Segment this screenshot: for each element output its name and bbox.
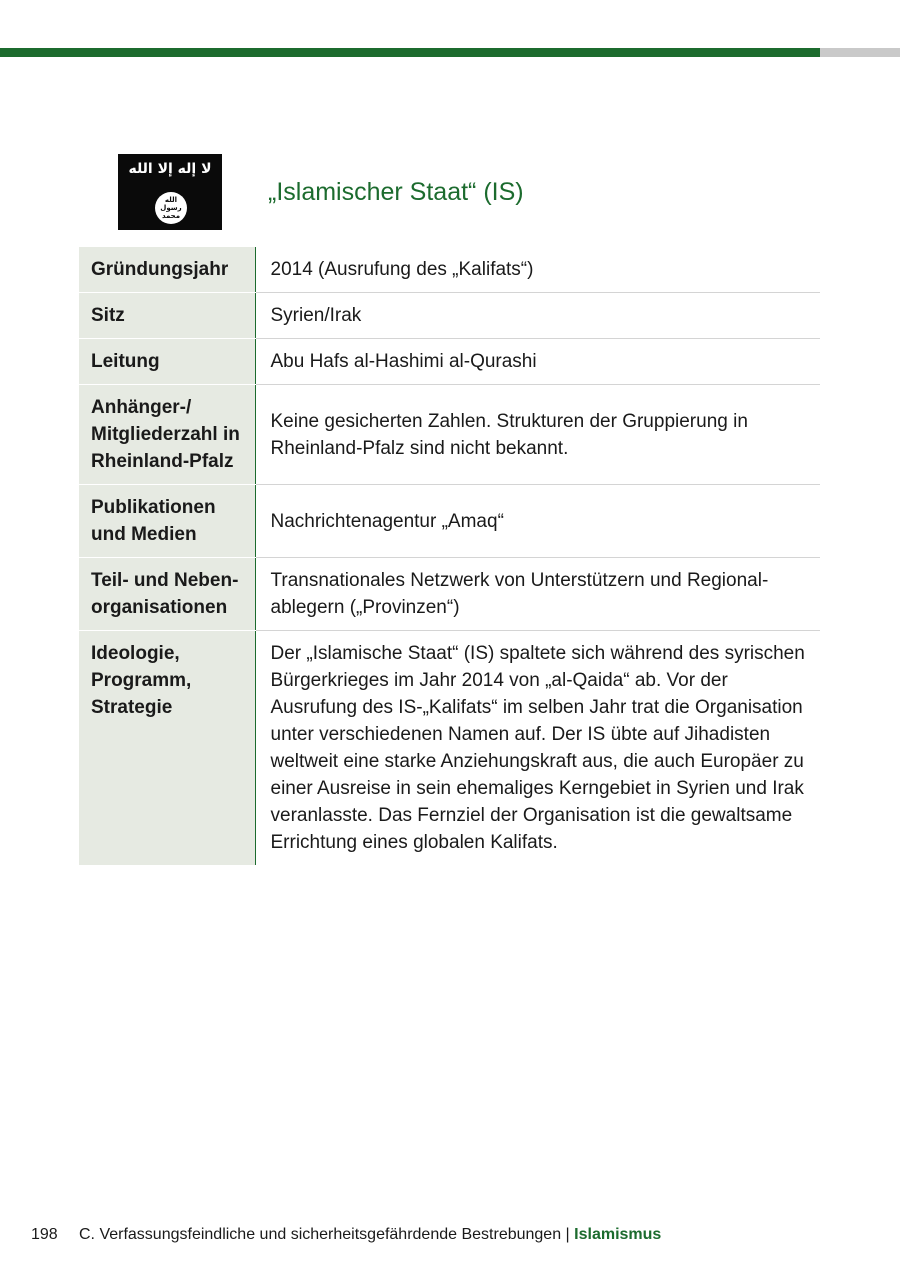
row-value: Transnationales Netzwerk von Unterstützern und Regionalablegern („Provinzen“): [255, 558, 820, 631]
table-row: [79, 631, 820, 866]
row-label: Teil- und Nebenorganisationen: [79, 558, 255, 631]
table-row: [79, 385, 820, 485]
row-value: Syrien/Irak: [255, 293, 820, 339]
row-value: Nachrichtenagentur „Amaq“: [255, 485, 820, 558]
table-row: [79, 558, 820, 631]
row-value: Keine gesicherten Zahlen. Strukturen der Gruppierung in Rheinland-Pfalz sind nicht bekannt.: [255, 385, 820, 485]
row-value: 2014 (Ausrufung des „Kalifats“): [255, 247, 820, 293]
table-row: [79, 293, 820, 339]
table-row: [79, 247, 820, 293]
table-row: [79, 485, 820, 558]
row-label: Anhänger-/ Mitgliederzahl in Rheinland-Pfalz: [79, 385, 255, 485]
page-footer: [31, 1224, 661, 1246]
row-label: Sitz: [79, 293, 255, 339]
row-value: Der „Islamische Staat“ (IS) spaltete sich während des syrischen Bürgerkrieges im Jahr 2014 von „al-Qaida“ ab. Vor der Ausrufung des IS-„Kalifats“ im selben Jahr trat die Organisation unter verschiedenen Namen auf. Der IS übte auf Jihadisten weltweit eine starke Anziehungskraft aus, die auch Europäer zu einer Ausreise in sein ehemaliges Kerngebiet in Syrien und Irak veranlasste. Das Fernziel der Organisation ist die gewaltsame Errichtung eines globalen Kalifats.: [270, 643, 805, 853]
profile-table: [79, 247, 820, 866]
row-label: Leitung: [79, 339, 255, 385]
row-value: Abu Hafs al-Hashimi al-Qurashi: [255, 339, 820, 385]
black-flag-emblem-icon: [118, 154, 222, 230]
page-number: 198: [31, 1226, 58, 1243]
top-accent-bar: [0, 48, 820, 57]
emblem-top-text: لا إله إلا الله: [128, 161, 212, 177]
top-accent-bar-grey: [820, 48, 900, 57]
row-label: Publikationen und Medien: [79, 485, 255, 558]
table-row: [79, 339, 820, 385]
emblem-seal-text: الله رسول محمد: [160, 196, 182, 220]
emblem-seal: [155, 192, 187, 224]
row-label: Ideologie, Programm, Strategie: [79, 631, 255, 866]
row-label: Gründungsjahr: [79, 247, 255, 293]
footer-separator: |: [561, 1226, 575, 1243]
page-title: „Islamischer Staat“ (IS): [268, 178, 524, 206]
footer-section: Islamismus: [574, 1226, 662, 1243]
footer-chapter: C. Verfassungsfeindliche und sicherheitsgefährdende Bestrebungen: [79, 1226, 562, 1243]
